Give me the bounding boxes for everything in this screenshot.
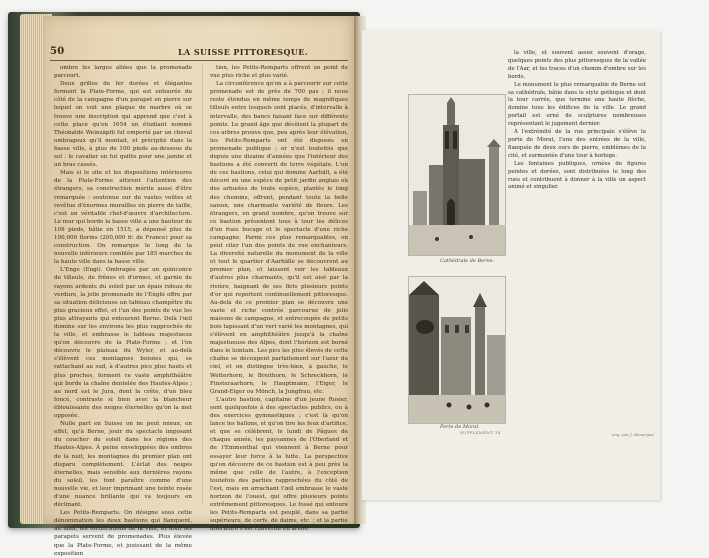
page-number: 50 [50, 46, 65, 57]
paragraph: Les Petits-Remparts. On désigne sous cette dénomination les deux bastions qui flanquent, au midi, les fortifications de la ville, et dont les parapets servent de promenades. Plus élevée que la Plate-Forme, et jouissant de la même exposition [54, 510, 192, 557]
header-rule [50, 60, 348, 61]
engraver-credit: eng. par J. Rouargue [612, 432, 654, 437]
paragraph: tion, les Petits-Remparts offrent un point de vue plus riche et plus varié. [210, 65, 348, 80]
paragraph: ombre les larges allées que la promenade parcourt. [54, 65, 192, 80]
text-column-left [54, 64, 192, 557]
paragraph: L'autre bastion, capitaine d'un jeune Rosier, sont quelquefois à des spectacles publics, ou à des exercices gymnastiques ; c'est là qu'on lance les ballons, et qu'on tire les feux d'artifice, et que se célèbrent, le lundi de Pâques de chaque année, les paysannes de l'Oberland et de l'Emmenthal qui viennent à Berne pour essayer leur force à la lutte. La perspective qu'on découvre de ce bastion est à peu près la même que celle de l'autre, à l'exception toutefois des parties rapprochées du côté de l'est, mais en arrachant l'œil embrasse le vaste horizon de l'ouest, qui offre plusieurs points extrêmement pittoresques. Le fossé qui entoure les Petits-Remparts est peuplé, dans sa partie supérieure, de cerfs, de daims, etc. ; et la partie inférieure s'est convertie en arène. [210, 396, 348, 533]
paragraph: L'Enge (Engi). Ombragée par un quinconce de tilleuls, de frênes et d'ormes, et garnie de rayons ardents du soleil par un épais rideau de verdure, la jolie promenade de l'Enghi offre par sa situation délicieuse un tableau champêtre du plus gracieux effet, et l'un des points de vue les plus attrayants qui entourent Berne. Delà l'œil domine sur les environs les plus rapprochés de la ville, et embrasse le tableau majestueux qu'on découvre de la Plate-Forme ; et l'on découvre le plateau du Wyler, et au-delà s'élèvent ces montagnes boisées qui, se rattachant au sud, à d'autres pics plus hauts et plus proches, forment ce vaste amphithéâtre qui borde la chaîne dentelée des Hautes-Alpes ; au nord est le Jura, dont la crête, d'un bleu foncé, contraste si bien avec la blancheur éblouissante des neiges éternelles qu'on la met opposée. [54, 267, 192, 420]
paragraph: la ville, et souvent assez souvent d'orage, quelques points des plus pittoresques de la vallée de l'Aar, et les traces d'un chemin d'ombre sur les bords. [508, 50, 646, 80]
cathedral-engraving-art [409, 95, 505, 255]
gate-engraving-art [409, 277, 505, 423]
column-divider [202, 64, 203, 504]
running-title: LA SUISSE PITTORESQUE. [178, 47, 308, 57]
engraving-gate [408, 276, 506, 424]
paragraph: La circonférence qu'on a à parcourir sur cette promenade est de près de 700 pas ; il nous reste étendus en même temps de magnifiques tilleuls entre lesquels sont placés, d'intervalle à intervalle, des bancs faisant face sur différents points. Le grand âge que décèlent la plupart de ces arbres prouve que, peu après leur élévation, les Petits-Remparts ont été disposés en promenade publique ; or n'est toutefois que depuis une dizaine d'années que l'intérieur des bastions a été converti de terre végétale. L'un de ces bastions, celui qui domine Aarhält, a été décoré en une espèce de petit jardin anglais où des arbustes de toute espèce, plantés le long des chemins, offrent, pendant toute la belle saison, une charmante variété de fleurs. Les étrangers, en grand nombre, qu'on trouve sur ce bastion présentent tous à tour les délices d'un frais bocage et le spectacle d'une riche campagne. Parmi ces plus remarquables, on peut citer l'un des points de vue enchanteurs. La diversité naturelle du monument de la ville et tout le quartier d'Aarhälle se découvrent au premier plan, et laissent voir les tableaux d'autres plus charmants, qu'il est aisé par la rivière, baignant de ses flots plusieurs points d'or qui reportent continuellement pittoresque. Au-delà de ce premier plan se découvre une vaste et riche contrée parcourue de jolis maisons de campagne, et entrecoupée de petits bois tapissant d'un vert varié les montagnes, qui s'élèvent en amphithéâtre jusqu'à la chaîne majestueuse des Alpes, dont l'horizon est borné dans le lointain. Les pics les plus élevés de cette chaîne se découpent parfaitement sur l'azur du ciel, et on distingue très-bien, à gauche, le Wetterhorn, le Breithorn, le Schreckhorn, le Finsteraarhorn, le Hauptmann, l'Eiger, le Grand-Eiger ou Mönch, la Jungfrau, etc. [210, 81, 348, 395]
engraving-cathedral [408, 94, 506, 256]
text-column-right [508, 50, 646, 490]
plate-caption: Cathédrale de Berne. [440, 258, 495, 264]
paragraph: Nulle part en Suisse on ne peut mieux, en effet, qu'à Berne, jouir du spectacle imposant du coucher du soleil dans les régions des Hautes-Alpes. À peine enveloppées des ombres de la nuit, les montagnes du premier plan ont disparu complètement. L'éclat des neiges éternelles, mais sensible aux dernières rayons du soleil, les font paraître comme d'une nouvelle vie, et leur imprimant une teinte rosée d'une nuance brillante qui va toujours en déclinant. [54, 421, 192, 509]
paragraph: Le monument le plus remarquable de Berne est sa cathédrale, bâtie dans le style gothique et dont la tour carrée, que termine une haute flèche, domine tous les édifices de la ville. Le grand portail est orné de sculptures nombreuses représentant le jugement dernier. [508, 81, 646, 128]
paragraph: Deux grilles de fer dorées et élégantes ferment la Plate-Forme, qui est entourée du côté de la campagne d'un parapet en pierre sur lequel on voit une plaque de marbre où se trouve une inscription qui apprend que c'est à cette place qu'en 1654 un étudiant nommé Théobalde Weinzäpfli fut emporté par un cheval ombrageux qu'il montait, et précipité dans la basse ville, à plus de 100 pieds au-dessous du sol : le cavalier en fut quitte pour une jambe et un bras cassés. [54, 81, 192, 169]
signature-mark: SUPPLÉMENT 14 [460, 430, 501, 435]
plate-caption: Porte de Morat. [440, 424, 480, 430]
paragraph: Mais si le site et les dispositions intérieures de la Plate-Forme attirent l'attention des étrangers, sa construction mérite aussi d'être remarquée : soutenue sur de vastes voûtes et revêtue d'énormes murailles en pierre de taille, c'est un véritable chef-d'œuvre d'architecture. Le mur qui borde la basse ville a une hauteur de 108 pieds, bâtie en 1515, a dépensé plus de 100,000 florins (200,000 fr. de France) pour sa construction. On remarque le long de la nouvelle inférieure comblée par 185 marches de la haute ville dans la basse ville. [54, 170, 192, 266]
text-column-middle [210, 64, 348, 533]
paragraph: Les fontaines publiques, ornées de figures peintes et dorées, sont distribuées le long des rues et contribuent à donner à la ville un aspect animé et singulier. [508, 160, 646, 191]
paragraph: À l'extrémité de la rue principale s'élève la porte de Morat, l'une des entrées de la ville, flanquée de deux ours de pierre, emblèmes de la cité, et surmontée d'une tour à horloge. [508, 129, 646, 159]
